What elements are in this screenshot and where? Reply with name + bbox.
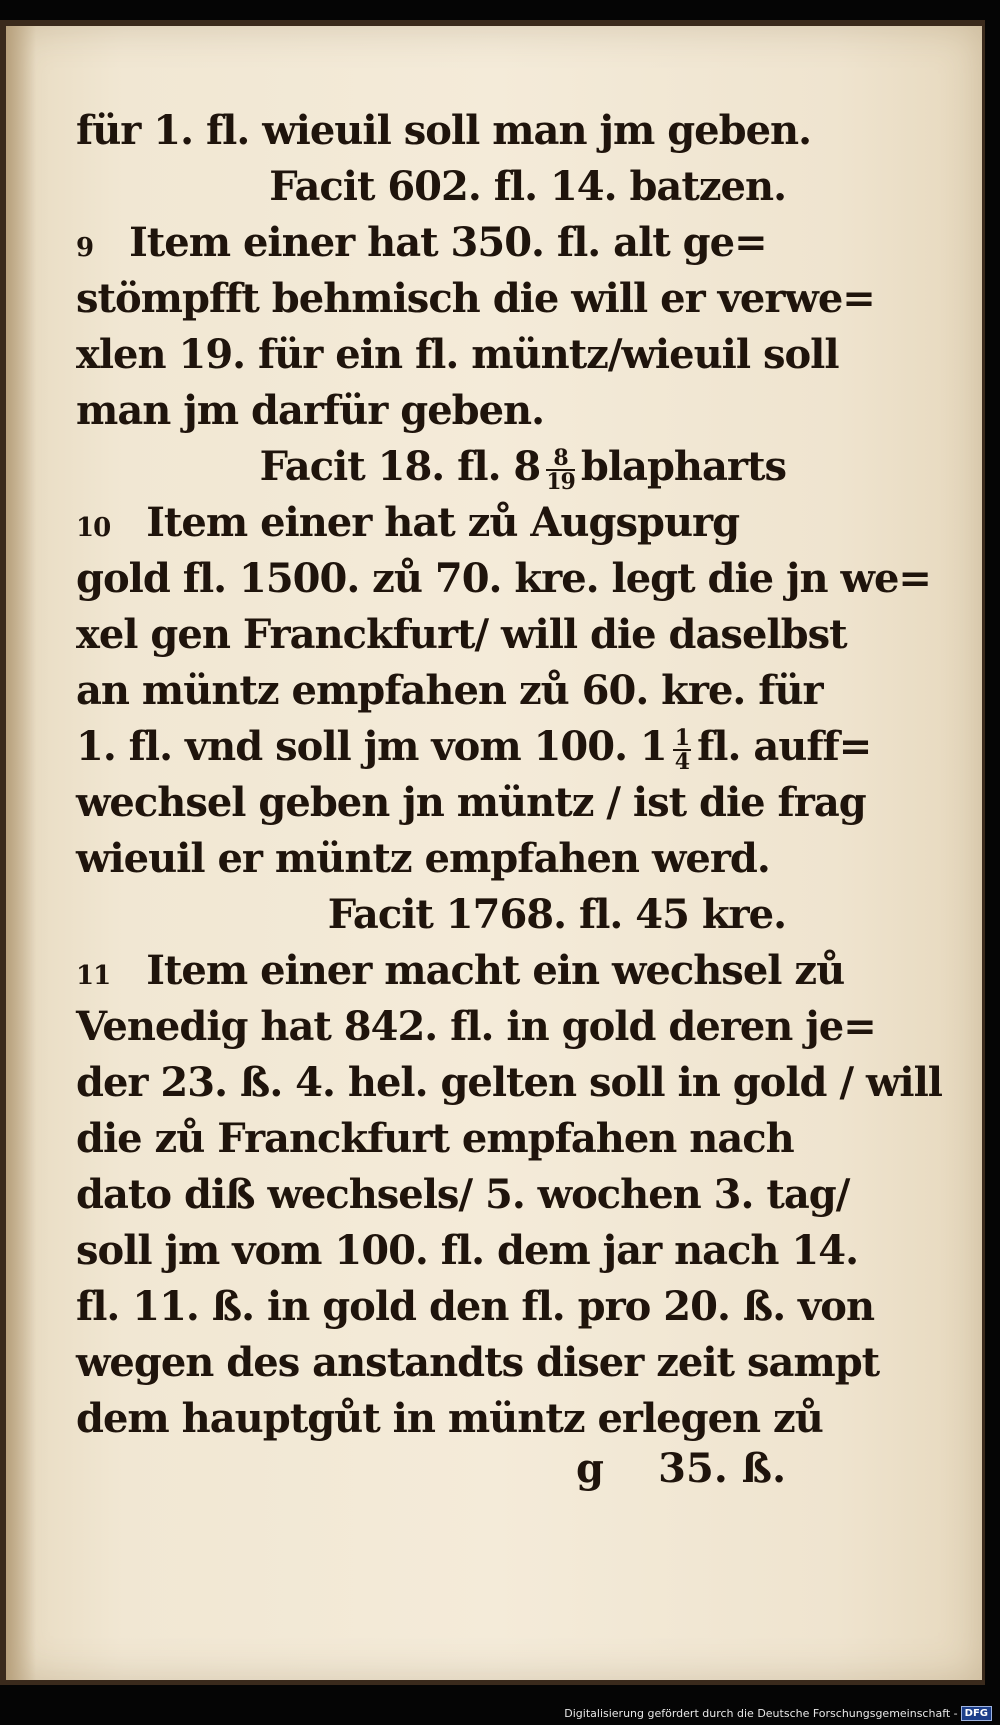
credit-text: Digitalisierung gefördert durch die Deutsche Forschungsgemeinschaft -	[564, 1707, 958, 1720]
signature-mark: g	[576, 1445, 604, 1492]
text-line-9: gold fl. 1500. zů 70. kre. legt die jn we=	[76, 555, 931, 602]
problem-line-10: 10 Item einer hat zů Augspurg	[76, 499, 740, 546]
text-line-5: xlen 19. für ein fl. müntz/wieuil soll	[76, 331, 839, 378]
text-line-13: wechsel geben jn müntz / ist die frag	[76, 779, 866, 826]
facit-line-1: Facit 602. fl. 14. batzen.	[269, 163, 786, 210]
text-line-18: der 23. ß. 4. hel. gelten soll in gold / will	[76, 1059, 942, 1106]
text-line-17: Venedig hat 842. fl. in gold deren je=	[76, 1003, 876, 1050]
text-line-21: soll jm vom 100. fl. dem jar nach 14.	[76, 1227, 859, 1274]
problem-line-9: 9 Item einer hat 350. fl. alt ge=	[76, 219, 767, 266]
text-line-24: dem hauptgůt in müntz erlegen zů	[76, 1395, 823, 1442]
text-block	[76, 103, 942, 1447]
fraction: $\frac{1}{4}$	[674, 725, 690, 775]
fraction: $\frac{8}{19}$	[546, 445, 575, 495]
text-line-23: wegen des anstandts diser zeit sampt	[76, 1339, 880, 1386]
facit-line-3: Facit 1768. fl. 45 kre.	[327, 891, 786, 938]
text-line-11: an müntz empfahen zů 60. kre. für	[76, 667, 823, 714]
text-line-1: für 1. fl. wieuil soll man jm geben.	[76, 107, 812, 154]
digitization-credit	[564, 1706, 992, 1721]
dfg-logo-icon: DFG	[961, 1706, 992, 1721]
text-line-19: die zů Franckfurt empfahen nach	[76, 1115, 794, 1162]
text-line-6: man jm darfür geben.	[76, 387, 545, 434]
problem-line-11: 11 Item einer macht ein wechsel zů	[76, 947, 845, 994]
text-line-12: 1. fl. vnd soll jm vom 100. 1 $\frac{1}{4}$ fl. auff=	[76, 723, 872, 775]
text-line-20: dato diß wechsels/ 5. wochen 3. tag/	[76, 1171, 850, 1218]
page-gutter	[6, 26, 36, 1680]
text-line-14: wieuil er müntz empfahen werd.	[76, 835, 770, 882]
text-line-4: stömpfft behmisch die will er verwe=	[76, 275, 875, 322]
item-number: 11	[76, 961, 111, 991]
text-line-22: fl. 11. ß. in gold den fl. pro 20. ß. von	[76, 1283, 875, 1330]
catchword: 35. ß.	[658, 1445, 786, 1492]
item-number: 9	[76, 233, 94, 263]
text-line-10: xel gen Franckfurt/ will die daselbst	[76, 611, 847, 658]
facit-line-2: Facit 18. fl. 8 $\frac{8}{19}$ blapharts	[259, 443, 786, 495]
item-number: 10	[76, 513, 111, 543]
page-footer	[76, 1445, 796, 1501]
